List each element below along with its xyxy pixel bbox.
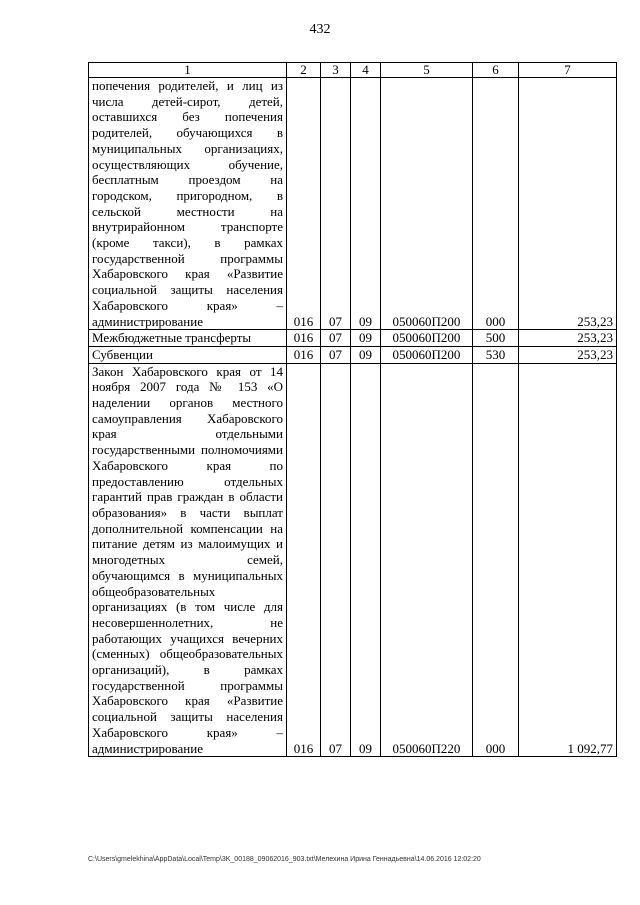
row-subsection-code: 09 — [351, 330, 381, 347]
row-ministry-code: 016 — [287, 330, 321, 347]
row-description: попечения родителей, и лиц из числа детей-сирот, детей, оставшихся без попечения родителей, обучающихся в муниципальных организациях, осуществляющих обучение, бесплатным проездом на городском, пригородном, в сельской местности на внутрирайонном транспорте (кроме такси), в рамках государственной программы Хабаровского края «Развитие социальной защиты населения Хабаровского края» – администрирование — [89, 78, 287, 330]
row-section-code: 07 — [321, 330, 351, 347]
footer-file-path: C:\Users\gmelekhina\AppData\Local\Temp\3K_00188_09062016_903.txt\Мелехина Ирина Геннадьевна\14.06.2016 12:02:20 — [88, 856, 481, 863]
row-ministry-code: 016 — [287, 346, 321, 363]
row-subsection-code: 09 — [351, 78, 381, 330]
row-expense-type: 530 — [473, 346, 519, 363]
row-ministry-code: 016 — [287, 78, 321, 330]
row-amount: 1 092,77 — [519, 363, 617, 757]
header-col-4: 4 — [351, 63, 381, 78]
table-header-row — [89, 63, 617, 78]
row-section-code: 07 — [321, 363, 351, 757]
header-col-2: 2 — [287, 63, 321, 78]
page-number: 432 — [309, 22, 331, 37]
row-amount: 253,23 — [519, 330, 617, 347]
row-expense-type: 000 — [473, 78, 519, 330]
row-target-article: 050060П200 — [381, 78, 473, 330]
row-amount: 253,23 — [519, 78, 617, 330]
header-col-5: 5 — [381, 63, 473, 78]
row-subsection-code: 09 — [351, 346, 381, 363]
row-description: Субвенции — [89, 346, 287, 363]
row-target-article: 050060П200 — [381, 346, 473, 363]
table-row — [89, 363, 617, 757]
row-target-article: 050060П200 — [381, 330, 473, 347]
header-col-7: 7 — [519, 63, 617, 78]
header-col-1: 1 — [89, 63, 287, 78]
header-col-6: 6 — [473, 63, 519, 78]
row-description: Межбюджетные трансферты — [89, 330, 287, 347]
row-section-code: 07 — [321, 78, 351, 330]
row-target-article: 050060П220 — [381, 363, 473, 757]
row-description: Закон Хабаровского края от 14 ноября 2007 года № 153 «О наделении органов местного самоуправления Хабаровского края отдельными государственными полномочиями Хабаровского края по предоставлению отдельных гарантий прав граждан в области образования» в части выплат дополнительной компенсации на питание детям из малоимущих и многодетных семей, обучающимся в муниципальных общеобразовательных организациях (в том числе для несовершеннолетних, не работающих учащихся вечерних (сменных) общеобразовательных организаций), в рамках государственной программы Хабаровского края «Развитие социальной защиты населения Хабаровского края» – администрирование — [89, 363, 287, 757]
row-section-code: 07 — [321, 346, 351, 363]
row-amount: 253,23 — [519, 346, 617, 363]
row-expense-type: 000 — [473, 363, 519, 757]
row-ministry-code: 016 — [287, 363, 321, 757]
table-row — [89, 346, 617, 363]
row-subsection-code: 09 — [351, 363, 381, 757]
header-col-3: 3 — [321, 63, 351, 78]
table-row — [89, 330, 617, 347]
row-expense-type: 500 — [473, 330, 519, 347]
table-row — [89, 78, 617, 330]
budget-table — [88, 62, 617, 757]
